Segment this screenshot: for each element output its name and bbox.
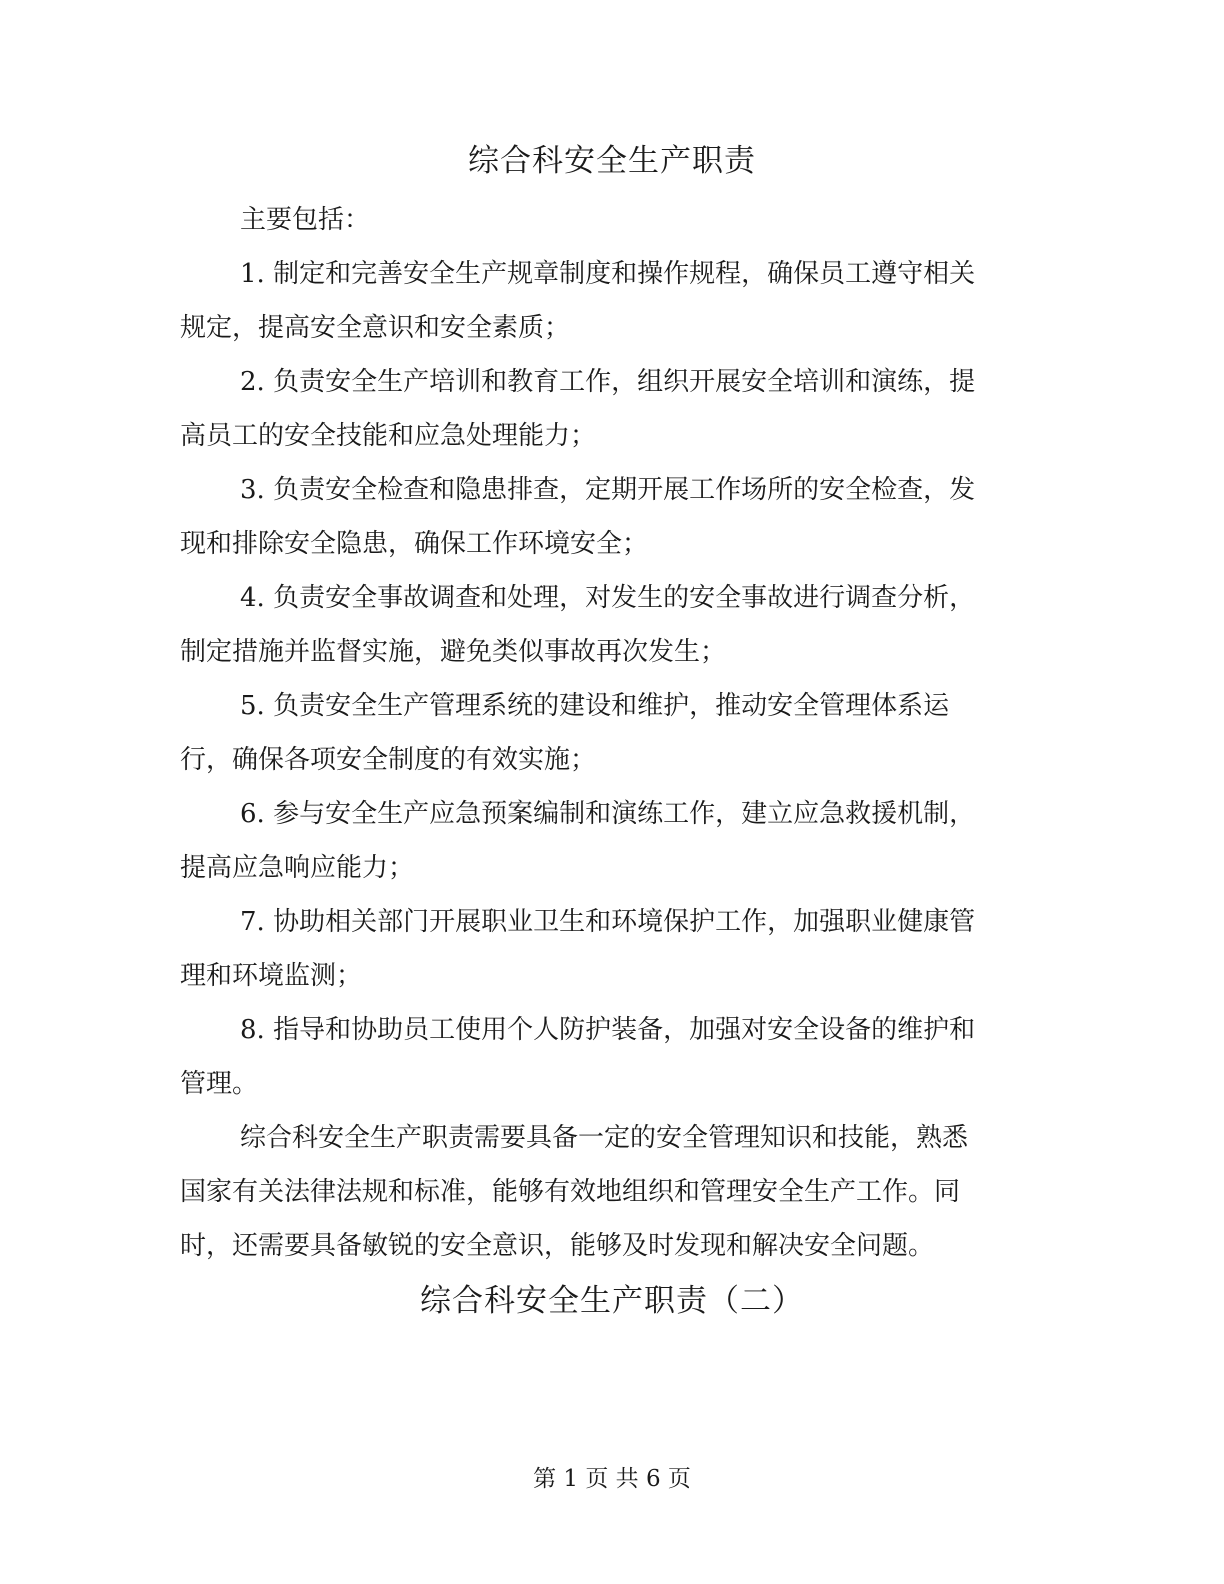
summary-line-2: 国家有关法律法规和标准，能够有效地组织和管理安全生产工作。同	[180, 1177, 961, 1207]
list-item-5-line-1: 5. 负责安全生产管理系统的建设和维护，推动安全管理体系运	[240, 691, 950, 721]
list-item-7-line-1: 7. 协助相关部门开展职业卫生和环境保护工作，加强职业健康管	[240, 907, 976, 937]
page-number-footer: 第 1 页 共 6 页	[533, 1466, 691, 1492]
summary-line-3: 时，还需要具备敏锐的安全意识，能够及时发现和解决安全问题。	[180, 1231, 935, 1261]
list-item-1-line-2: 规定，提高安全意识和安全素质；	[180, 313, 571, 343]
intro-text: 主要包括：	[240, 205, 371, 235]
list-item-2-line-1: 2. 负责安全生产培训和教育工作，组织开展安全培训和演练，提	[240, 367, 976, 397]
list-item-7-line-2: 理和环境监测；	[180, 961, 363, 991]
page-title: 综合科安全生产职责	[468, 143, 756, 179]
list-item-5-line-2: 行，确保各项安全制度的有效实施；	[180, 745, 597, 775]
list-item-8-line-1: 8. 指导和协助员工使用个人防护装备，加强对安全设备的维护和	[240, 1015, 976, 1045]
summary-line-1: 综合科安全生产职责需要具备一定的安全管理知识和技能，熟悉	[240, 1123, 969, 1153]
list-item-4-line-2: 制定措施并监督实施，避免类似事故再次发生；	[180, 637, 727, 667]
document-body	[180, 193, 1040, 1273]
list-item-3-line-2: 现和排除安全隐患，确保工作环境安全；	[180, 529, 649, 559]
list-item-2-line-2: 高员工的安全技能和应急处理能力；	[180, 421, 597, 451]
list-item-6-line-1: 6. 参与安全生产应急预案编制和演练工作，建立应急救援机制，	[240, 799, 976, 829]
list-item-8-line-2: 管理。	[180, 1069, 259, 1099]
section-title-second: 综合科安全生产职责（二）	[420, 1283, 804, 1319]
list-item-3-line-1: 3. 负责安全检查和隐患排查，定期开展工作场所的安全检查，发	[240, 475, 976, 505]
list-item-4-line-1: 4. 负责安全事故调查和处理，对发生的安全事故进行调查分析，	[240, 583, 976, 613]
list-item-1-line-1: 1. 制定和完善安全生产规章制度和操作规程，确保员工遵守相关	[240, 259, 976, 289]
list-item-6-line-2: 提高应急响应能力；	[180, 853, 415, 883]
